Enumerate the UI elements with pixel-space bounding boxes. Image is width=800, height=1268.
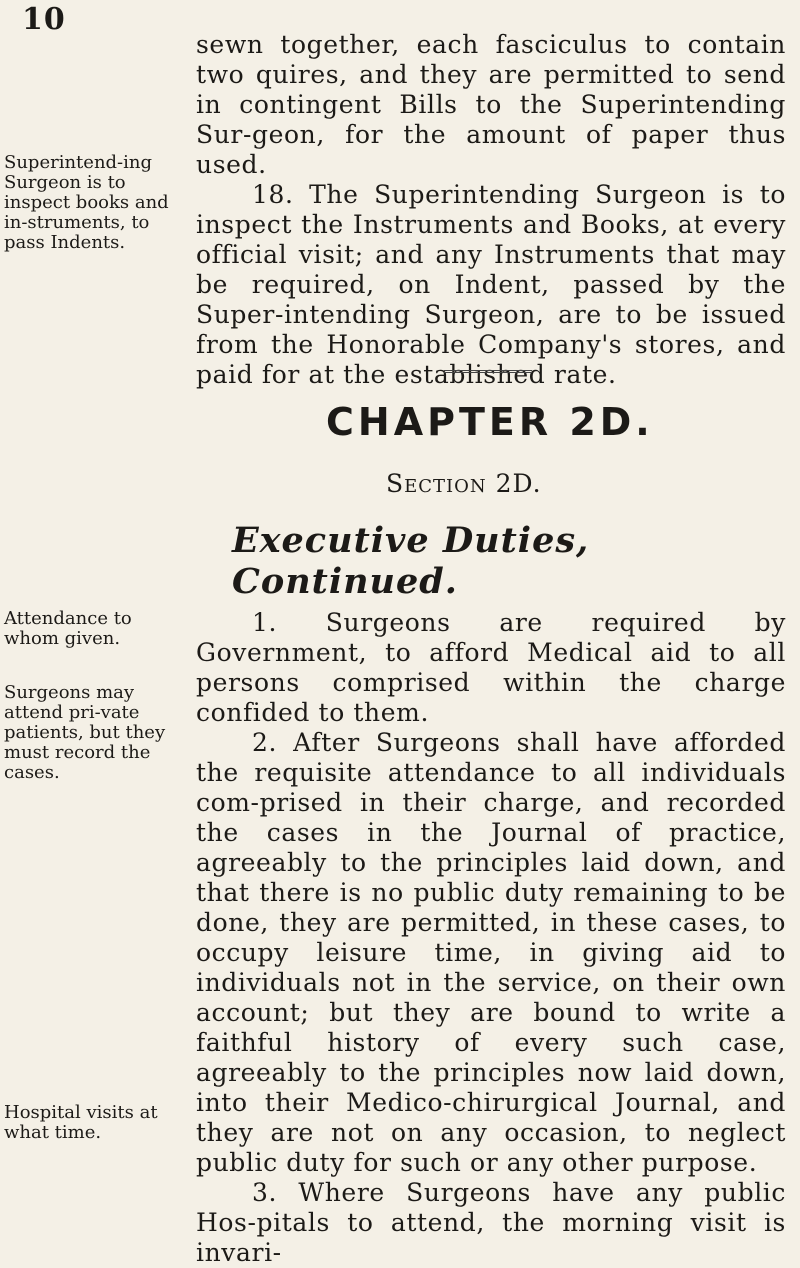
main-text-top [196, 30, 786, 390]
paragraph-3: 3. Where Surgeons have any public Hos-pitals to attend, the morning visit is invari- [196, 1178, 786, 1267]
chapter-heading: CHAPTER 2D. [326, 400, 654, 444]
margin-note-private-patients: Surgeons may attend pri-vate patients, but they must record the cases. [4, 682, 166, 783]
paragraph-1: 1. Surgeons are required by Government, to afford Medical aid to all persons comprised within the charge confided to them. [196, 608, 786, 727]
section-divider [444, 370, 532, 373]
opening-paragraph: sewn together, each fasciculus to contain two quires, and they are permitted to send in contingent Bills to the Superintending Sur-geon, for the amount of paper thus used. [196, 30, 786, 179]
margin-note-attendance: Attendance to whom given. [4, 608, 132, 649]
main-text-bottom [196, 608, 786, 1268]
margin-note-superintending-surgeon: Superintend-ing Surgeon is to inspect books and in-struments, to pass Indents. [4, 152, 169, 253]
paragraph-2: 2. After Surgeons shall have afforded the requisite attendance to all individuals com-prised in their charge, and recorded the cases in the Journal of practice, agreeably to the principles laid down, and that there is no public duty remaining to be done, they are permitted, in these cases, to occupy leisure time, in giving aid to individuals not in the service, on their own account; but they are bound to write a faithful history of every such case, agreeably to the principles now laid down, into their Medico-chirurgical Journal, and they are not on any occasion, to neglect public duty for such or any other purpose. [196, 728, 786, 1177]
section-heading: Section 2D. [386, 469, 542, 498]
margin-note-hospital-visits: Hospital visits at what time. [4, 1102, 158, 1143]
chapter-subtitle: Executive Duties, Continued. [232, 520, 590, 602]
page-number: 10 [22, 2, 66, 37]
paragraph-18: 18. The Superintending Surgeon is to inspect the Instruments and Books, at every official visit; and any Instruments that may be required, on Indent, passed by the Super-intending Surgeon, are to be issued from the Honorable Company's stores, and paid for at the established rate. [196, 180, 786, 389]
